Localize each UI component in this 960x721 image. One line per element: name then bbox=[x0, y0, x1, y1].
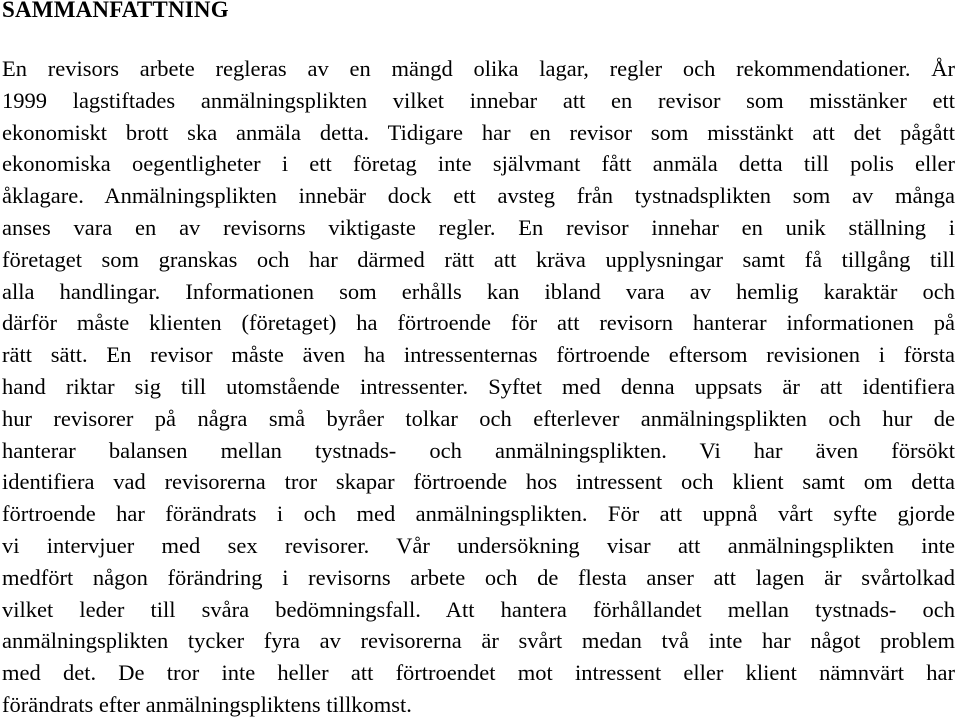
paragraph-line: rätt sätt. En revisor måste även ha intressenternas förtroende eftersom revisionen i första bbox=[2, 342, 955, 368]
paragraph-line: vi intervjuer med sex revisorer. Vår undersökning visar att anmälningsplikten inte bbox=[2, 532, 955, 558]
paragraph-line: anmälningsplikten tycker fyra av revisorerna är svårt medan två inte har något problem bbox=[2, 628, 955, 654]
paragraph-line: åklagare. Anmälningsplikten innebär dock ett avsteg från tystnadsplikten som av många bbox=[2, 183, 955, 209]
paragraph-line: hanterar balansen mellan tystnads- och anmälningsplikten. Vi har även försökt bbox=[2, 437, 955, 463]
paragraph-line: företaget som granskas och har därmed rätt att kräva upplysningar samt få tillgång till bbox=[2, 246, 955, 272]
paragraph-line: hand riktar sig till utomstående intressenter. Syftet med denna uppsats är att identifiera bbox=[2, 373, 955, 399]
summary-paragraph bbox=[2, 53, 955, 721]
paragraph-line: alla handlingar. Informationen som erhålls kan ibland vara av hemlig karaktär och bbox=[2, 278, 955, 304]
section-heading: SAMMANFATTNING bbox=[2, 0, 229, 22]
paragraph-line: ekonomiska oegentligheter i ett företag inte självmant fått anmäla detta till polis eller bbox=[2, 151, 955, 177]
paragraph-line: förtroende har förändrats i och med anmälningsplikten. För att uppnå vårt syfte gjorde bbox=[2, 501, 955, 527]
paragraph-line: medfört någon förändring i revisorns arbete och de flesta anser att lagen är svårtolkad bbox=[2, 564, 955, 590]
paragraph-line: identifiera vad revisorerna tror skapar förtroende hos intressent och klient samt om detta bbox=[2, 469, 955, 495]
paragraph-line: 1999 lagstiftades anmälningsplikten vilket innebar att en revisor som misstänker ett bbox=[2, 87, 955, 113]
paragraph-line: En revisors arbete regleras av en mängd olika lagar, regler och rekommendationer. År bbox=[2, 56, 955, 81]
paragraph-line: därför måste klienten (företaget) ha förtroende för att revisorn hanterar informationen på bbox=[2, 310, 955, 336]
paragraph-line: ekonomiskt brott ska anmäla detta. Tidigare har en revisor som misstänkt att det pågått bbox=[2, 119, 955, 145]
paragraph-line: hur revisorer på några små byråer tolkar och efterlever anmälningsplikten och hur de bbox=[2, 405, 955, 431]
paragraph-line: vilket leder till svåra bedömningsfall. Att hantera förhållandet mellan tystnads- och bbox=[2, 596, 955, 622]
paragraph-line: förändrats efter anmälningspliktens tillkomst. bbox=[2, 691, 412, 717]
paragraph-line: anses vara en av revisorns viktigaste regler. En revisor innehar en unik ställning i bbox=[2, 214, 955, 240]
paragraph-line: med det. De tror inte heller att förtroendet mot intressent eller klient nämnvärt har bbox=[2, 660, 955, 686]
